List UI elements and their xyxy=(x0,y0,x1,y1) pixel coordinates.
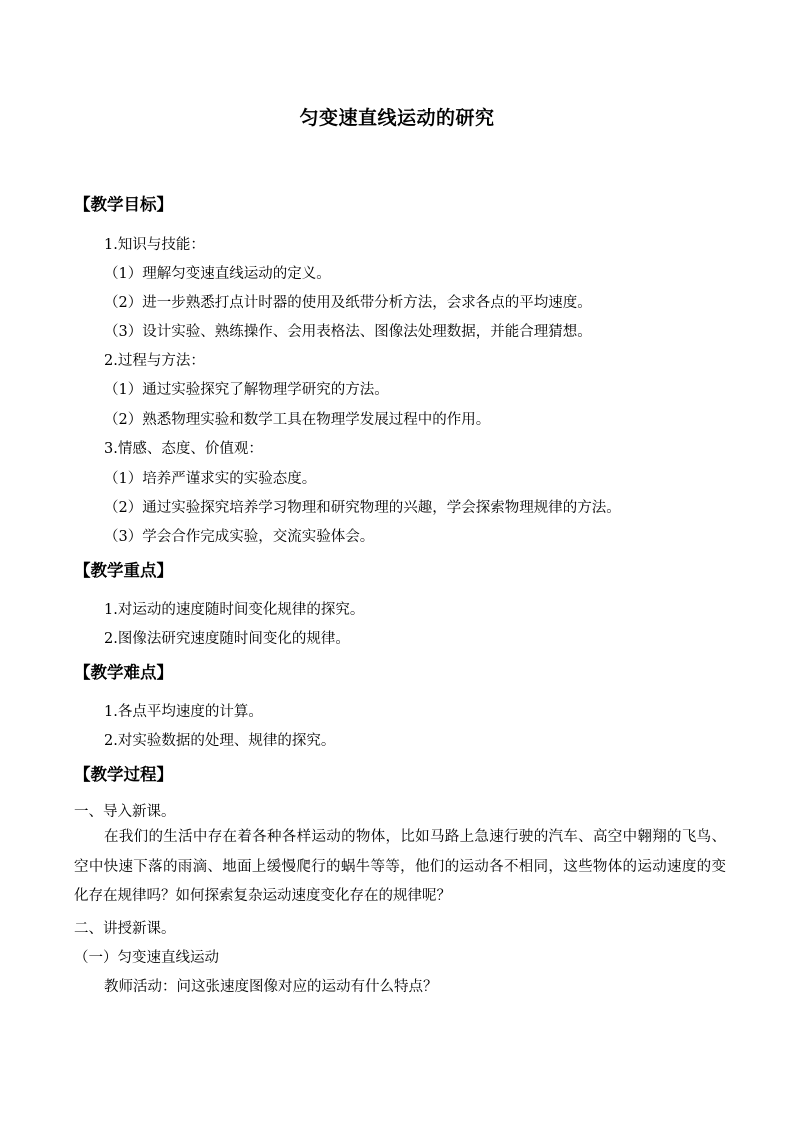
objective-knowledge-heading: 1.知识与技能： xyxy=(104,237,205,253)
key-point-item: 2.图像法研究速度随时间变化的规律。 xyxy=(104,631,350,647)
objective-item: （1）培养严谨求实的实验态度。 xyxy=(104,471,317,487)
teacher-activity: 教师活动：问这张速度图像对应的运动有什么特点？ xyxy=(104,979,438,995)
subsection-heading: （一）匀变速直线运动 xyxy=(74,950,219,966)
objective-item: （1）通过实验探究了解物理学研究的方法。 xyxy=(104,382,389,398)
key-point-item: 1.对运动的速度随时间变化规律的探究。 xyxy=(104,602,365,618)
objective-item: （3）设计实验、熟练操作、会用表格法、图像法处理数据，并能合理猜想。 xyxy=(104,324,592,340)
objective-item: （2）熟悉物理实验和数学工具在物理学发展过程中的作用。 xyxy=(104,412,491,428)
section-heading-key-points: 【教学重点】 xyxy=(74,561,173,580)
page-title: 匀变速直线运动的研究 xyxy=(299,107,495,129)
difficulty-item: 1.各点平均速度的计算。 xyxy=(104,704,263,720)
objective-item: （3）学会合作完成实验，交流实验体会。 xyxy=(104,529,375,545)
objective-item: （2）进一步熟悉打点计时器的使用及纸带分析方法，会求各点的平均速度。 xyxy=(104,295,592,311)
section-heading-objectives: 【教学目标】 xyxy=(74,195,173,214)
process-step-heading: 二、讲授新课。 xyxy=(74,921,176,937)
objective-item: （1）理解匀变速直线运动的定义。 xyxy=(104,266,331,282)
section-heading-difficulties: 【教学难点】 xyxy=(74,663,173,682)
objective-attitude-heading: 3.情感、态度、价值观： xyxy=(104,441,263,457)
objective-item: （2）通过实验探究培养学习物理和研究物理的兴趣，学会探索物理规律的方法。 xyxy=(104,500,621,516)
section-heading-process: 【教学过程】 xyxy=(74,765,173,784)
objective-process-heading: 2.过程与方法： xyxy=(104,353,205,369)
difficulty-item: 2.对实验数据的处理、规律的探究。 xyxy=(104,733,336,749)
intro-paragraph: 在我们的生活中存在着各种各样运动的物体，比如马路上急速行驶的汽车、高空中翱翔的飞鸟、空中快速下落的雨滴、地面上缓慢爬行的蜗牛等等，他们的运动各不相同，这些物体的运动速度的变化存在规律吗？如何探索复杂运动速度变化存在的规律呢？ xyxy=(74,829,726,904)
process-step-heading: 一、导入新课。 xyxy=(74,804,176,820)
